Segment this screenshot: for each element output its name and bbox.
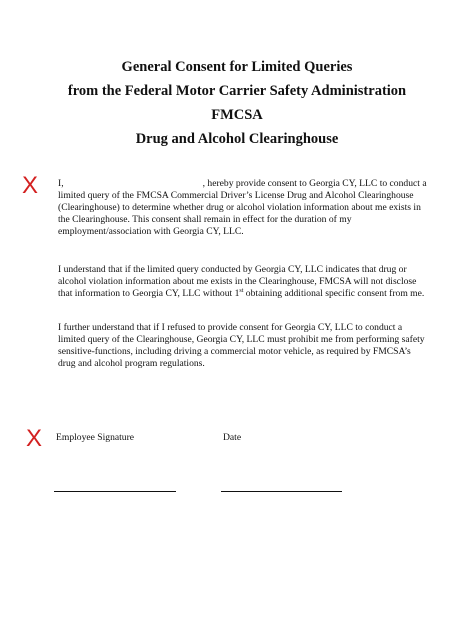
consent-first-line	[58, 178, 428, 190]
understanding-line: I understand that if the limited query conducted by Georgia CY, LLC indicates that drug or	[58, 264, 407, 275]
understanding-line	[58, 288, 428, 300]
refusal-line: drug and alcohol program regulations.	[58, 358, 205, 369]
name-field-x-mark: X	[22, 172, 39, 199]
consent-line: (Clearinghouse) to determine whether drug or alcohol violation information about me exists in	[58, 202, 421, 213]
understanding-line-end: obtaining additional specific consent from me.	[243, 288, 425, 299]
understanding-line-start: that information to Georgia CY, LLC without 1	[58, 288, 240, 299]
document-title-line-3: FMCSA	[211, 107, 263, 123]
consent-line: limited query of the FMCSA Commercial Driver’s License Drug and Alcohol Clearinghouse	[58, 190, 414, 201]
signature-x-mark: X	[26, 425, 43, 452]
document-title-line-1: General Consent for Limited Queries	[121, 59, 353, 75]
refusal-paragraph	[58, 322, 428, 370]
ordinal-superscript: st	[239, 287, 244, 294]
refusal-line: limited query of the Clearinghouse, Georgia CY, LLC must prohibit me from performing safety	[58, 334, 425, 345]
document-title-line-2: from the Federal Motor Carrier Safety Administration	[67, 83, 407, 99]
consent-line: the Clearinghouse. This consent shall remain in effect for the duration of my	[58, 214, 352, 225]
employee-signature-line[interactable]	[54, 491, 176, 492]
employee-signature-label: Employee Signature	[56, 432, 135, 443]
date-label: Date	[223, 432, 242, 443]
refusal-line: sensitive-functions, including driving a commercial motor vehicle, as required by FMCSA’s	[58, 346, 411, 357]
refusal-line: I further understand that if I refused to provide consent for Georgia CY, LLC to conduct a	[58, 322, 403, 333]
understanding-paragraph	[58, 264, 428, 300]
consent-paragraph	[58, 178, 428, 238]
date-signature-line[interactable]	[221, 491, 342, 492]
name-prefix: I,	[58, 178, 64, 189]
understanding-line: alcohol violation information about me exists in the Clearinghouse, FMCSA will not disclose	[58, 276, 417, 287]
consent-line: employment/association with Georgia CY, LLC.	[58, 226, 244, 237]
document-title-line-4: Drug and Alcohol Clearinghouse	[135, 131, 339, 147]
consent-first-line-rest: , hereby provide consent to Georgia CY, LLC to conduct a	[202, 178, 427, 189]
